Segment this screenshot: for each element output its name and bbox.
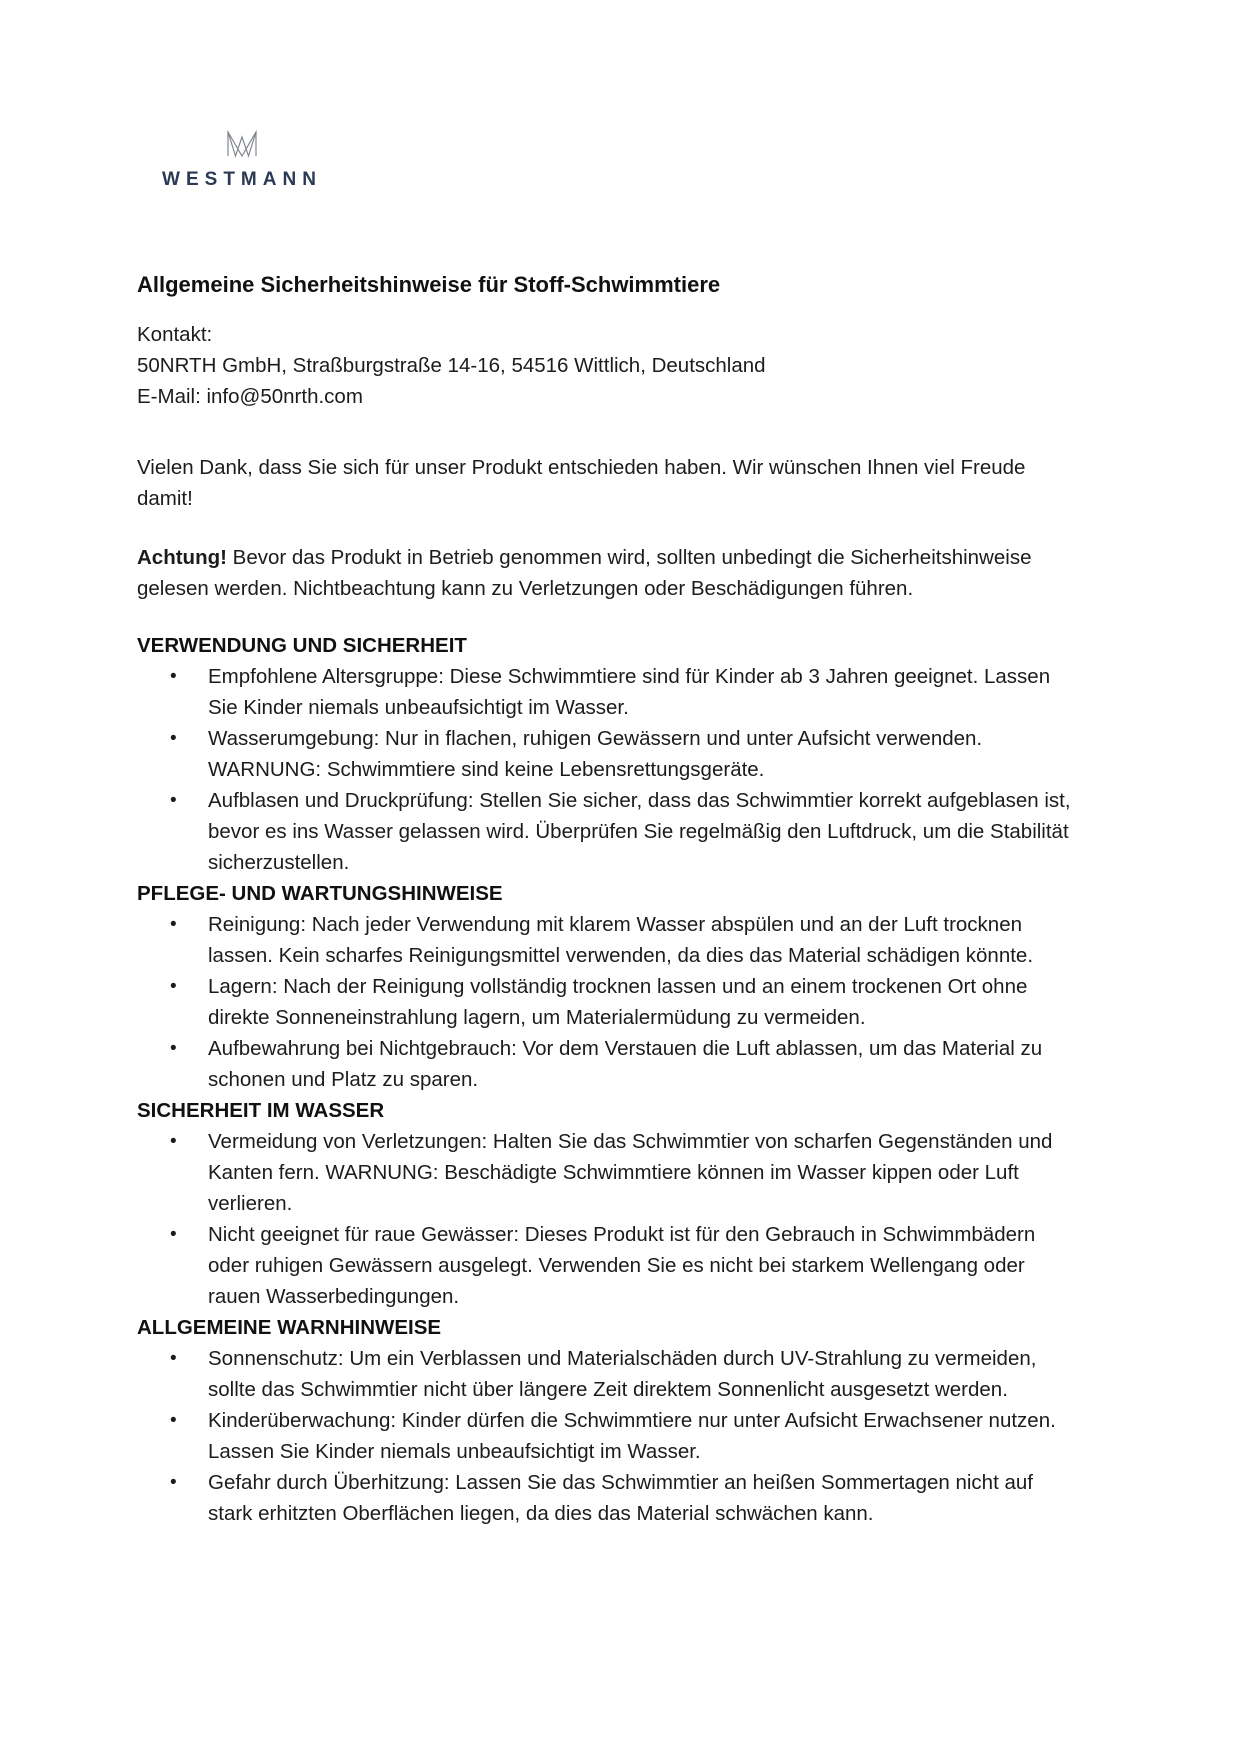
westmann-wordmark: WESTMANN: [162, 169, 322, 190]
section-allgemeine-warnhinweise: [137, 1312, 1080, 1529]
bullet-text: Gefahr durch Überhitzung: Lassen Sie das Schwimmtier an heißen Sommertagen nicht auf stark erhitzten Oberflächen liegen, da dies das Material schwächen kann.: [208, 1471, 1033, 1525]
contact-address: 50NRTH GmbH, Straßburgstraße 14-16, 54516 Wittlich, Deutschland: [137, 354, 766, 377]
bullet-icon: •: [170, 1410, 177, 1431]
bullet-text: Sonnenschutz: Um ein Verblassen und Materialschäden durch UV-Strahlung zu vermeiden, sollte das Schwimmtier nicht über längere Zeit direktem Sonnenlicht ausgesetzt werden.: [208, 1347, 1037, 1401]
bullet-item: [137, 1033, 1080, 1095]
bullet-icon: •: [170, 790, 177, 811]
bullet-text: Lagern: Nach der Reinigung vollständig trocknen lassen und an einem trockenen Ort ohne direkte Sonneneinstrahlung lagern, um Materialermüdung zu vermeiden.: [208, 975, 1028, 1029]
bullet-text: Empfohlene Altersgruppe: Diese Schwimmtiere sind für Kinder ab 3 Jahren geeignet. Lassen Sie Kinder niemals unbeaufsichtigt im Wasser.: [208, 665, 1051, 719]
section-verwendung-und-sicherheit: [137, 630, 1080, 878]
section-heading: PFLEGE- UND WARTUNGSHINWEISE: [137, 882, 503, 905]
bullet-text: Wasserumgebung: Nur in flachen, ruhigen Gewässern und unter Aufsicht verwenden. WARNUNG: Schwimmtiere sind keine Lebensrettungsgeräte.: [208, 727, 983, 781]
bullet-item: [137, 723, 1080, 785]
section-pflege-und-wartungshinweise: [137, 878, 1080, 1095]
page-title: Allgemeine Sicherheitshinweise für Stoff-Schwimmtiere: [137, 272, 721, 297]
bullet-icon: •: [170, 666, 177, 687]
bullet-item: [137, 785, 1080, 878]
bullet-text: Aufblasen und Druckprüfung: Stellen Sie sicher, dass das Schwimmtier korrekt aufgeblasen ist, bevor es ins Wasser gelassen wird. Überprüfen Sie regelmäßig den Luftdruck, um die Stabilität sicherzustellen.: [208, 789, 1071, 874]
bullet-item: [137, 1126, 1080, 1219]
bullet-icon: •: [170, 1131, 177, 1152]
contact-email: E-Mail: info@50nrth.com: [137, 385, 363, 408]
bullet-list: [137, 909, 1080, 1095]
bullet-list: [137, 661, 1080, 878]
bullet-icon: •: [170, 1038, 177, 1059]
section-heading: SICHERHEIT IM WASSER: [137, 1099, 385, 1122]
warning-text: Bevor das Produkt in Betrieb genommen wird, sollten unbedingt die Sicherheitshinweise gelesen werden. Nichtbeachtung kann zu Verletzungen oder Beschädigungen führen.: [137, 546, 1032, 600]
bullet-icon: •: [170, 728, 177, 749]
bullet-text: Nicht geeignet für raue Gewässer: Dieses Produkt ist für den Gebrauch in Schwimmbädern oder ruhigen Gewässern ausgelegt. Verwenden Sie es nicht bei starkem Wellengang oder rauen Wasserbedingungen.: [208, 1223, 1036, 1308]
bullet-icon: •: [170, 914, 177, 935]
section-sicherheit-im-wasser: [137, 1095, 1080, 1312]
section-heading: VERWENDUNG UND SICHERHEIT: [137, 634, 467, 657]
bullet-item: [137, 909, 1080, 971]
contact-label: Kontakt:: [137, 323, 213, 346]
bullet-item: [137, 1343, 1080, 1405]
bullet-item: [137, 1405, 1080, 1467]
bullet-icon: •: [170, 1224, 177, 1245]
bullet-item: [137, 1467, 1080, 1529]
bullet-item: [137, 971, 1080, 1033]
intro-paragraph: Vielen Dank, dass Sie sich für unser Produkt entschieden haben. Wir wünschen Ihnen viel Freude damit!: [137, 456, 1026, 510]
contact-block: [137, 319, 1080, 412]
bullet-list: [137, 1126, 1080, 1312]
bullet-text: Vermeidung von Verletzungen: Halten Sie das Schwimmtier von scharfen Gegenständen und Kanten fern. WARNUNG: Beschädigte Schwimmtiere können im Wasser kippen oder Luft verlieren.: [208, 1130, 1053, 1215]
westmann-monogram-icon: [226, 130, 258, 158]
bullet-item: [137, 1219, 1080, 1312]
section-heading: ALLGEMEINE WARNHINWEISE: [137, 1316, 442, 1339]
bullet-text: Kinderüberwachung: Kinder dürfen die Schwimmtiere nur unter Aufsicht Erwachsener nutzen. Lassen Sie Kinder niemals unbeaufsichtigt im Wasser.: [208, 1409, 1056, 1463]
bullet-list: [137, 1343, 1080, 1529]
sections-container: [137, 630, 1080, 1529]
warning-paragraph: [137, 542, 1080, 604]
bullet-text: Reinigung: Nach jeder Verwendung mit klarem Wasser abspülen und an der Luft trocknen lassen. Kein scharfes Reinigungsmittel verwenden, da dies das Material schädigen könnte.: [208, 913, 1034, 967]
bullet-text: Aufbewahrung bei Nichtgebrauch: Vor dem Verstauen die Luft ablassen, um das Material zu schonen und Platz zu sparen.: [208, 1037, 1043, 1091]
bullet-item: [137, 661, 1080, 723]
bullet-icon: •: [170, 1348, 177, 1369]
bullet-icon: •: [170, 976, 177, 997]
warning-label: Achtung!: [137, 546, 227, 569]
westmann-logo: [161, 130, 323, 195]
bullet-icon: •: [170, 1472, 177, 1493]
